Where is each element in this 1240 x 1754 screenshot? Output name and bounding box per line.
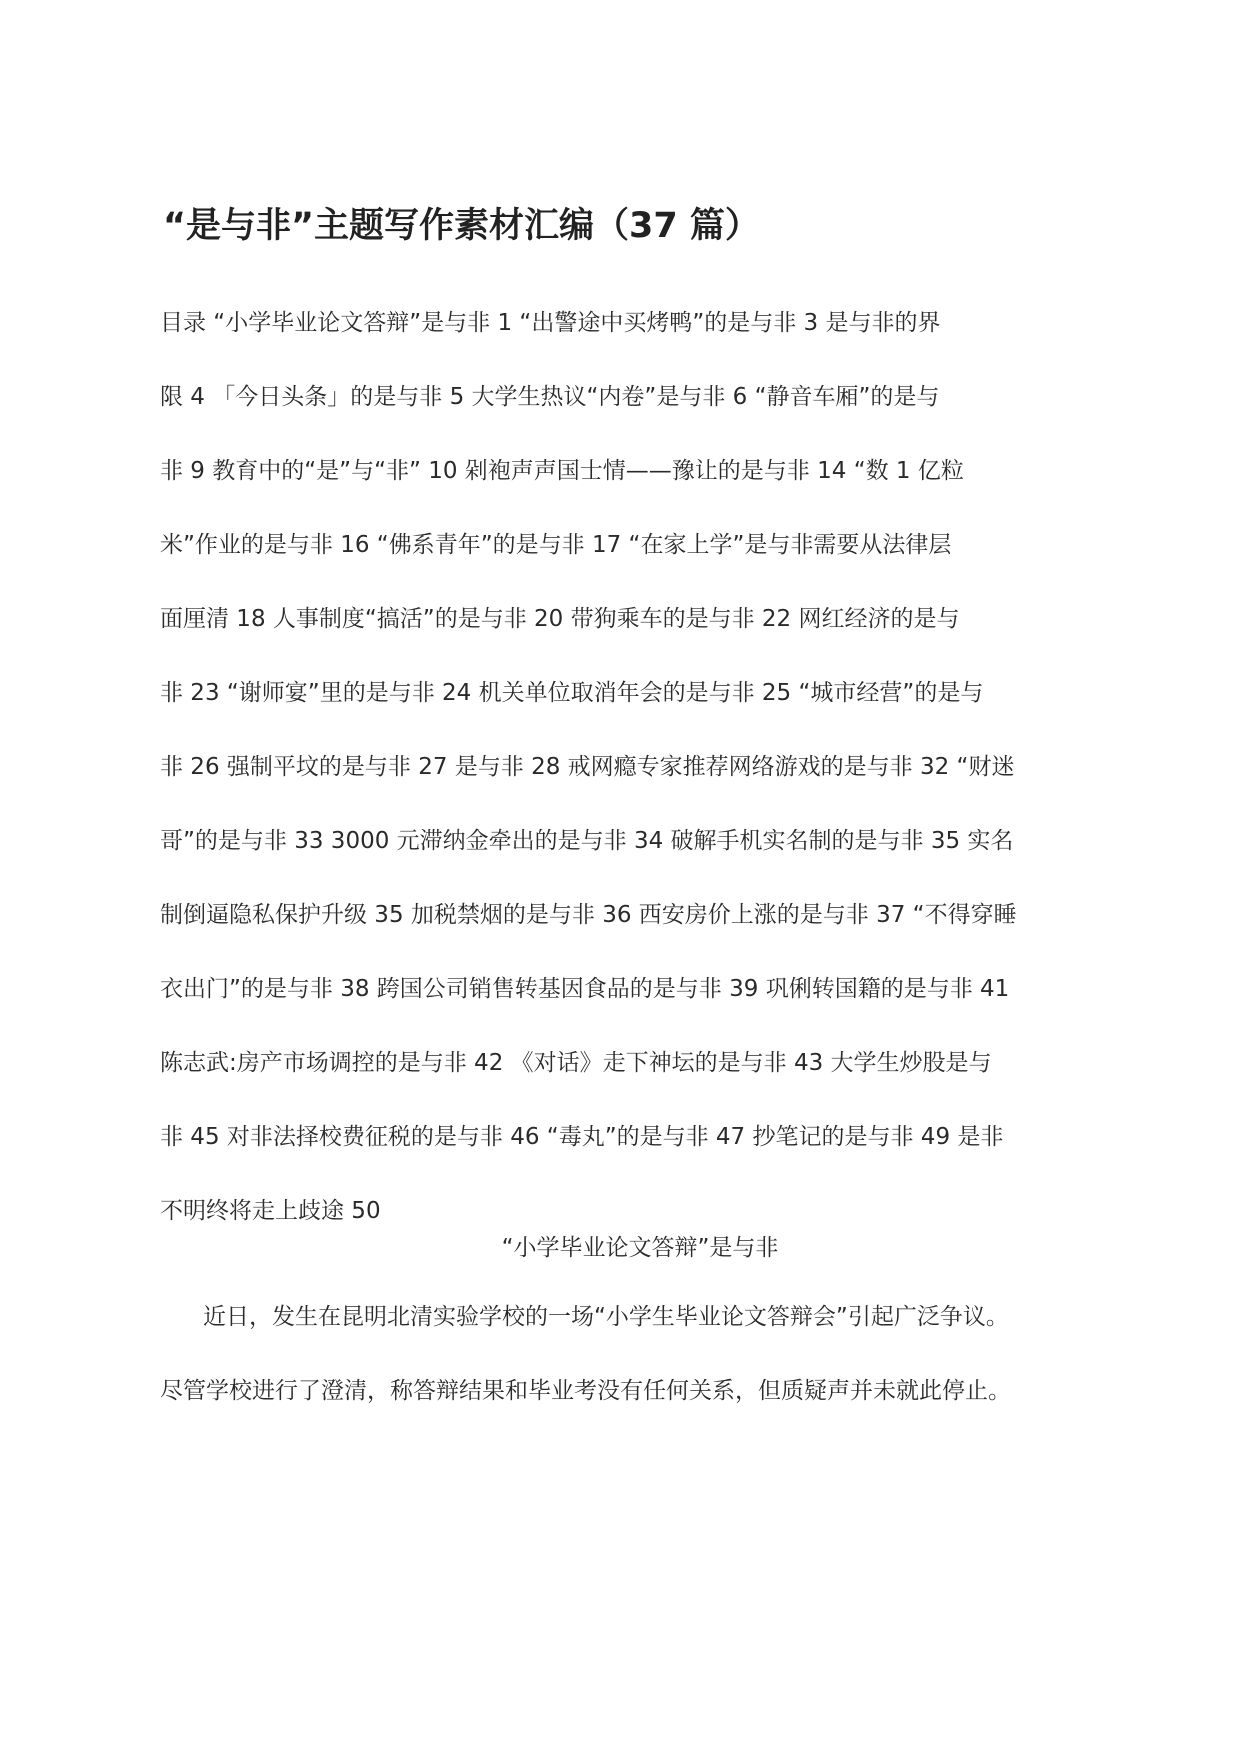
- toc-line: 衣出门”的是与非 38 跨国公司销售转基因食品的是与非 39 巩俐转国籍的是与非 41: [160, 976, 1010, 1002]
- toc-line: 非 26 强制平坟的是与非 27 是与非 28 戒网瘾专家推荐网络游戏的是与非 32 “财迷: [160, 754, 1015, 780]
- toc-line: 非 23 “谢师宴”里的是与非 24 机关单位取消年会的是与非 25 “城市经营”的是与: [160, 680, 984, 706]
- toc-line: 非 45 对非法择校费征税的是与非 46 “毒丸”的是与非 47 抄笔记的是与非 49 是非: [160, 1124, 1004, 1150]
- document-title: “是与非”主题写作素材汇编（37 篇）: [163, 206, 760, 246]
- body-paragraph: [160, 1280, 1100, 1428]
- toc-line: 面厘清 18 人事制度“搞活”的是与非 20 带狗乘车的是与非 22 网红经济的是与: [160, 606, 960, 632]
- toc-line: 不明终将走上歧途 50: [160, 1198, 381, 1224]
- paragraph-line: 尽管学校进行了澄清，称答辩结果和毕业考没有任何关系，但质疑声并未就此停止。: [160, 1378, 1011, 1404]
- section-heading: “小学毕业论文答辩”是与非: [501, 1235, 779, 1261]
- paragraph-line: 近日，发生在昆明北清实验学校的一场“小学生毕业论文答辩会”引起广泛争议。: [203, 1304, 1009, 1330]
- toc-line: 制倒逼隐私保护升级 35 加税禁烟的是与非 36 西安房价上涨的是与非 37 “不得穿睡: [160, 902, 1017, 928]
- toc-line: 限 4 「今日头条」的是与非 5 大学生热议“内卷”是与非 6 “静音车厢”的是与: [160, 384, 940, 410]
- toc-line: 米”作业的是与非 16 “佛系青年”的是与非 17 “在家上学”是与非需要从法律层: [160, 532, 952, 558]
- toc-line: 哥”的是与非 33 3000 元滞纳金牵出的是与非 34 破解手机实名制的是与非 35 实名: [160, 828, 1014, 854]
- toc-line: 目录 “小学毕业论文答辩”是与非 1 “出警途中买烤鸭”的是与非 3 是与非的界: [160, 310, 941, 336]
- table-of-contents: [160, 286, 1100, 1248]
- toc-line: 非 9 教育中的“是”与“非” 10 剁袍声声国士情——豫让的是与非 14 “数 1 亿粒: [160, 458, 964, 484]
- toc-line: 陈志武:房产市场调控的是与非 42 《对话》走下神坛的是与非 43 大学生炒股是与: [160, 1050, 992, 1076]
